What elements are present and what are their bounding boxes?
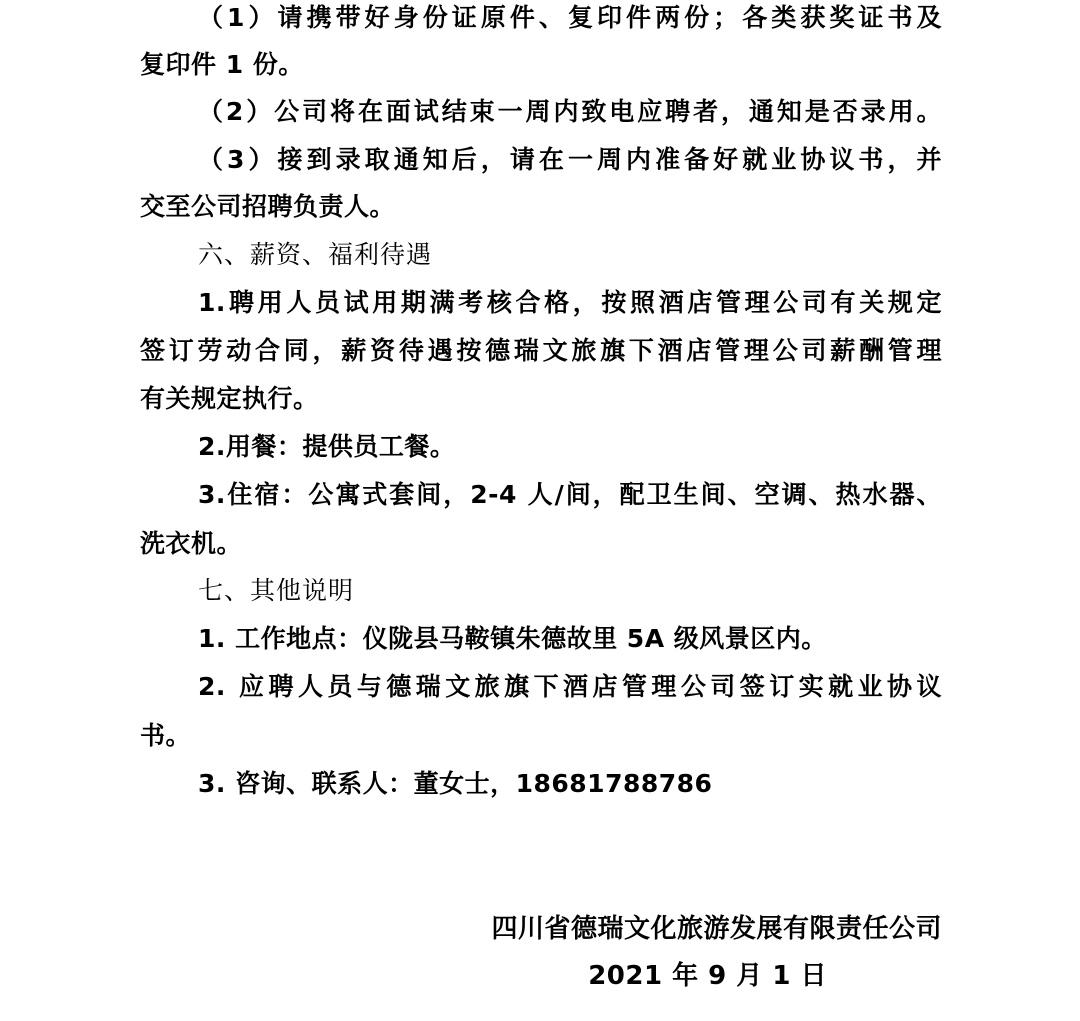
paragraph-line: 1. 工作地点：仪陇县马鞍镇朱德故里 5A 级风景区内。	[198, 624, 827, 653]
paragraph-line: 3.住宿：公寓式套间，2-4 人/间，配卫生间、空调、热水器、	[198, 480, 942, 509]
paragraph-line: 签订劳动合同，薪资待遇按德瑞文旅旗下酒店管理公司薪酬管理	[140, 336, 942, 365]
section-heading-salary: 六、薪资、福利待遇	[198, 240, 433, 269]
paragraph-line: 复印件 1 份。	[140, 50, 304, 79]
paragraph-line: （1）请携带好身份证原件、复印件两份；各类获奖证书及	[198, 3, 942, 32]
paragraph-line: （3）接到录取通知后，请在一周内准备好就业协议书，并	[198, 145, 942, 174]
paragraph-line: 1.聘用人员试用期满考核合格，按照酒店管理公司有关规定	[198, 288, 942, 317]
paragraph-line: 2. 应聘人员与德瑞文旅旗下酒店管理公司签订实就业协议	[198, 672, 942, 701]
paragraph-line: 2.用餐：提供员工餐。	[198, 432, 456, 461]
paragraph-line: 交至公司招聘负责人。	[140, 192, 396, 221]
contact-line: 3. 咨询、联系人：董女士，18681788786	[198, 769, 713, 798]
paragraph-line: （2）公司将在面试结束一周内致电应聘者，通知是否录用。	[198, 97, 942, 126]
paragraph-line: 书。	[140, 721, 192, 750]
signature-date: 2021 年 9 月 1 日	[588, 961, 827, 991]
paragraph-line: 洗衣机。	[140, 529, 243, 558]
paragraph-line: 有关规定执行。	[140, 384, 319, 413]
section-heading-other: 七、其他说明	[198, 576, 355, 605]
signature-company: 四川省德瑞文化旅游发展有限责任公司	[491, 914, 942, 944]
